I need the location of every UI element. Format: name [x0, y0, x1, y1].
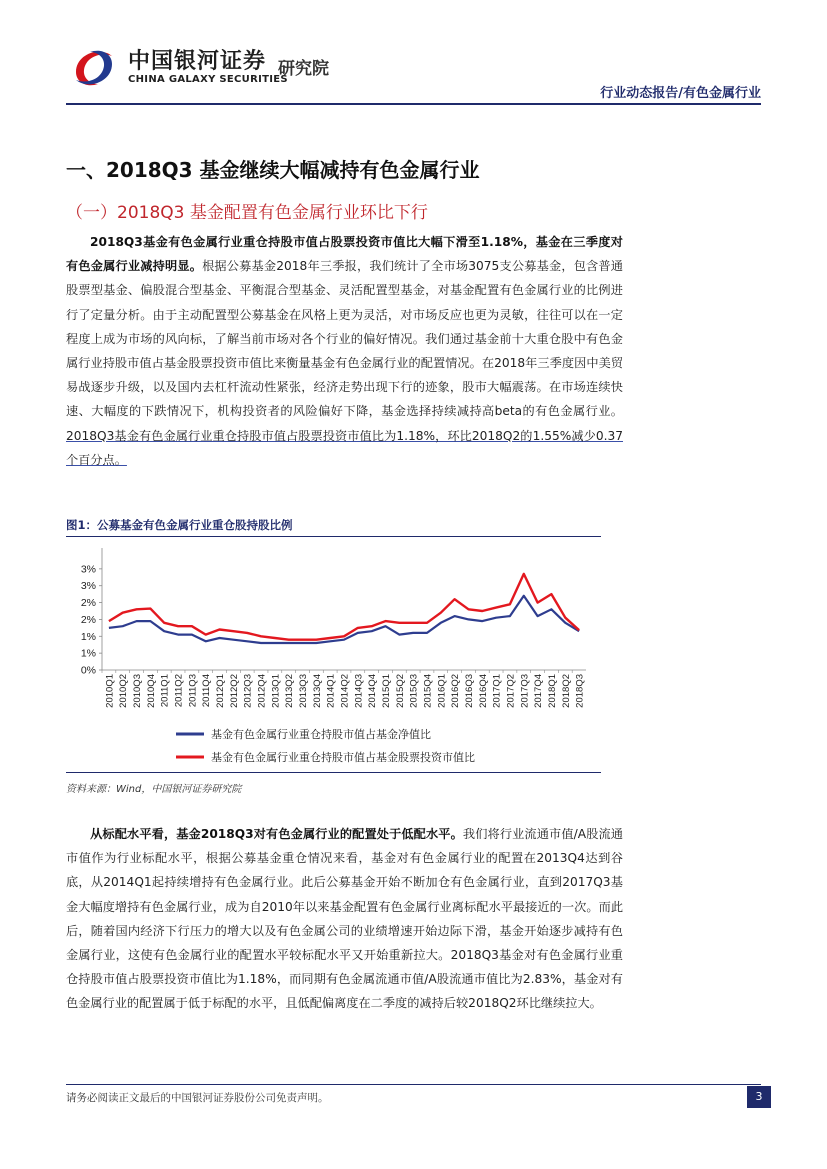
- x-tick-label: 2014Q2: [339, 674, 351, 708]
- x-tick-label: 2017Q2: [505, 674, 517, 708]
- paragraph-1: [66, 230, 623, 472]
- paragraph-1-body: 根据公募基金2018年三季报，我们统计了全市场3075支公募基金，包含普通股票型基金、偏股混合型基金、平衡混合型基金、灵活配置型基金，对基金配置有色金属行业的比例进行了定量分析。由于主动配置型公募基金在风格上更为灵活，对市场反应也更为灵敏，往往可以在一定程度上成为市场的风向标，了解当前市场对各个行业的偏好情况。我们通过基金前十大重仓股中有色金属行业持股市值占基金股票投资市值比来衡量基金有色金属行业的配置情况。在2018年三季度因中美贸易战逐步升级，以及国内去杠杆流动性紧张，经济走势出现下行的迹象，股市大幅震荡。在市场连续快速、大幅度的下跌情况下，机构投资者的风险偏好下降，基金选择持续减持高beta的有色金属行业。: [66, 259, 623, 419]
- x-tick-label: 2018Q2: [560, 674, 572, 708]
- x-tick-label: 2018Q3: [574, 674, 586, 708]
- paragraph-2: [66, 822, 623, 1016]
- company-logo: [66, 40, 366, 96]
- x-tick-label: 2017Q3: [519, 674, 531, 708]
- figure-source: 资料来源：Wind，中国银河证券研究院: [66, 784, 242, 795]
- x-tick-label: 2016Q1: [436, 674, 448, 708]
- page-number: 3: [747, 1086, 771, 1108]
- report-type: 行业动态报告/有色金属行业: [600, 86, 761, 101]
- x-tick-label: 2010Q1: [104, 674, 116, 708]
- series-line-2: [109, 574, 579, 640]
- footer-divider: [66, 1084, 761, 1085]
- x-tick-label: 2014Q4: [367, 674, 379, 708]
- paragraph-2-body: 我们将行业流通市值/A股流通市值作为行业标配水平，根据公募基金重仓情况来看，基金对有色金属行业的配置在2013Q4达到谷底，从2014Q1起持续增持有色金属行业。此后公募基金开始不断加仓有色金属行业，直到2017Q3基金大幅度增持有色金属行业，成为自2010年以来基金配置有色金属行业离标配水平最接近的一次。而此后，随着国内经济下行压力的增大以及有色金属公司的业绩增速开始边际下滑，基金开始逐步减持有色金属行业，这使有色金属行业的配置水平较标配水平又开始重新拉大。2018Q3基金对有色金属行业重仓持股市值占股票投资市值比为1.18%，而同期有色金属流通市值/A股流通市值比为2.83%，基金对有色金属行业的配置属于低于标配的水平，且低配偏离度在二季度的减持后较2018Q2环比继续拉大。: [66, 827, 623, 1011]
- x-tick-label: 2012Q1: [215, 674, 227, 708]
- x-tick-label: 2015Q4: [422, 674, 434, 708]
- y-tick-label: 1%: [80, 647, 96, 660]
- figure-bottom-rule: [66, 772, 601, 773]
- x-tick-label: 2015Q1: [380, 674, 392, 708]
- legend-label-2: 基金有色金属行业重仓持股市值占基金股票投资市值比: [211, 751, 475, 764]
- paragraph-1-lead: 2018Q3基金有色金属行业重仓持股市值占股票投资市值比大幅下滑至1.18%，基金在三季度对有色金属行业减持明显。: [66, 235, 623, 274]
- x-tick-label: 2015Q3: [408, 674, 420, 708]
- logo-chinese-name: 中国银河证券: [128, 49, 267, 74]
- x-tick-label: 2013Q4: [311, 674, 323, 708]
- x-tick-label: 2018Q1: [546, 674, 558, 708]
- line-chart: [66, 538, 601, 768]
- y-tick-label: 3%: [80, 580, 96, 593]
- y-tick-label: 3%: [80, 563, 96, 576]
- x-tick-label: 2013Q1: [270, 674, 282, 708]
- subsection-heading: （一）2018Q3 基金配置有色金属行业环比下行: [66, 203, 428, 223]
- paragraph-1-highlight: 2018Q3基金有色金属行业重仓持股市值占股票投资市值比为1.18%，环比2018Q2的1.55%减少0.37个百分点。: [66, 428, 623, 467]
- x-tick-label: 2016Q4: [477, 674, 489, 708]
- y-tick-label: 1%: [80, 630, 96, 643]
- x-tick-label: 2012Q3: [242, 674, 254, 708]
- legend-label-1: 基金有色金属行业重仓持股市值占基金净值比: [211, 728, 431, 741]
- x-tick-label: 2017Q4: [533, 674, 545, 708]
- paragraph-2-lead: 从标配水平看，基金2018Q3对有色金属行业的配置处于低配水平。: [90, 827, 463, 841]
- x-tick-label: 2011Q3: [187, 674, 199, 708]
- y-tick-label: 2%: [80, 597, 96, 610]
- logo-english-name: CHINA GALAXY SECURITIES: [128, 74, 288, 85]
- x-tick-label: 2010Q3: [132, 674, 144, 708]
- footer-disclaimer: 请务必阅读正文最后的中国银河证券股份公司免责声明。: [66, 1092, 329, 1104]
- x-tick-label: 2015Q2: [394, 674, 406, 708]
- y-tick-label: 0%: [80, 664, 96, 677]
- x-tick-label: 2016Q3: [463, 674, 475, 708]
- x-tick-label: 2011Q4: [201, 674, 213, 708]
- logo-institute: 研究院: [278, 59, 329, 79]
- figure-title: 图1：公募基金有色金属行业重仓股持股比例: [66, 518, 293, 532]
- galaxy-logo-icon: [66, 40, 122, 96]
- y-tick-label: 2%: [80, 613, 96, 626]
- x-tick-label: 2017Q1: [491, 674, 503, 708]
- x-tick-label: 2010Q4: [145, 674, 157, 708]
- x-tick-label: 2014Q3: [353, 674, 365, 708]
- x-tick-label: 2010Q2: [118, 674, 130, 708]
- header-divider: [66, 103, 761, 105]
- x-tick-label: 2011Q1: [159, 674, 171, 708]
- x-tick-label: 2012Q4: [256, 674, 268, 708]
- x-tick-label: 2013Q2: [284, 674, 296, 708]
- x-tick-label: 2014Q1: [325, 674, 337, 708]
- section-heading: 一、2018Q3 基金继续大幅减持有色金属行业: [66, 158, 480, 182]
- figure-top-rule: [66, 536, 601, 537]
- x-tick-label: 2011Q2: [173, 674, 185, 708]
- x-tick-label: 2012Q2: [228, 674, 240, 708]
- x-tick-label: 2016Q2: [450, 674, 462, 708]
- x-tick-label: 2013Q3: [298, 674, 310, 708]
